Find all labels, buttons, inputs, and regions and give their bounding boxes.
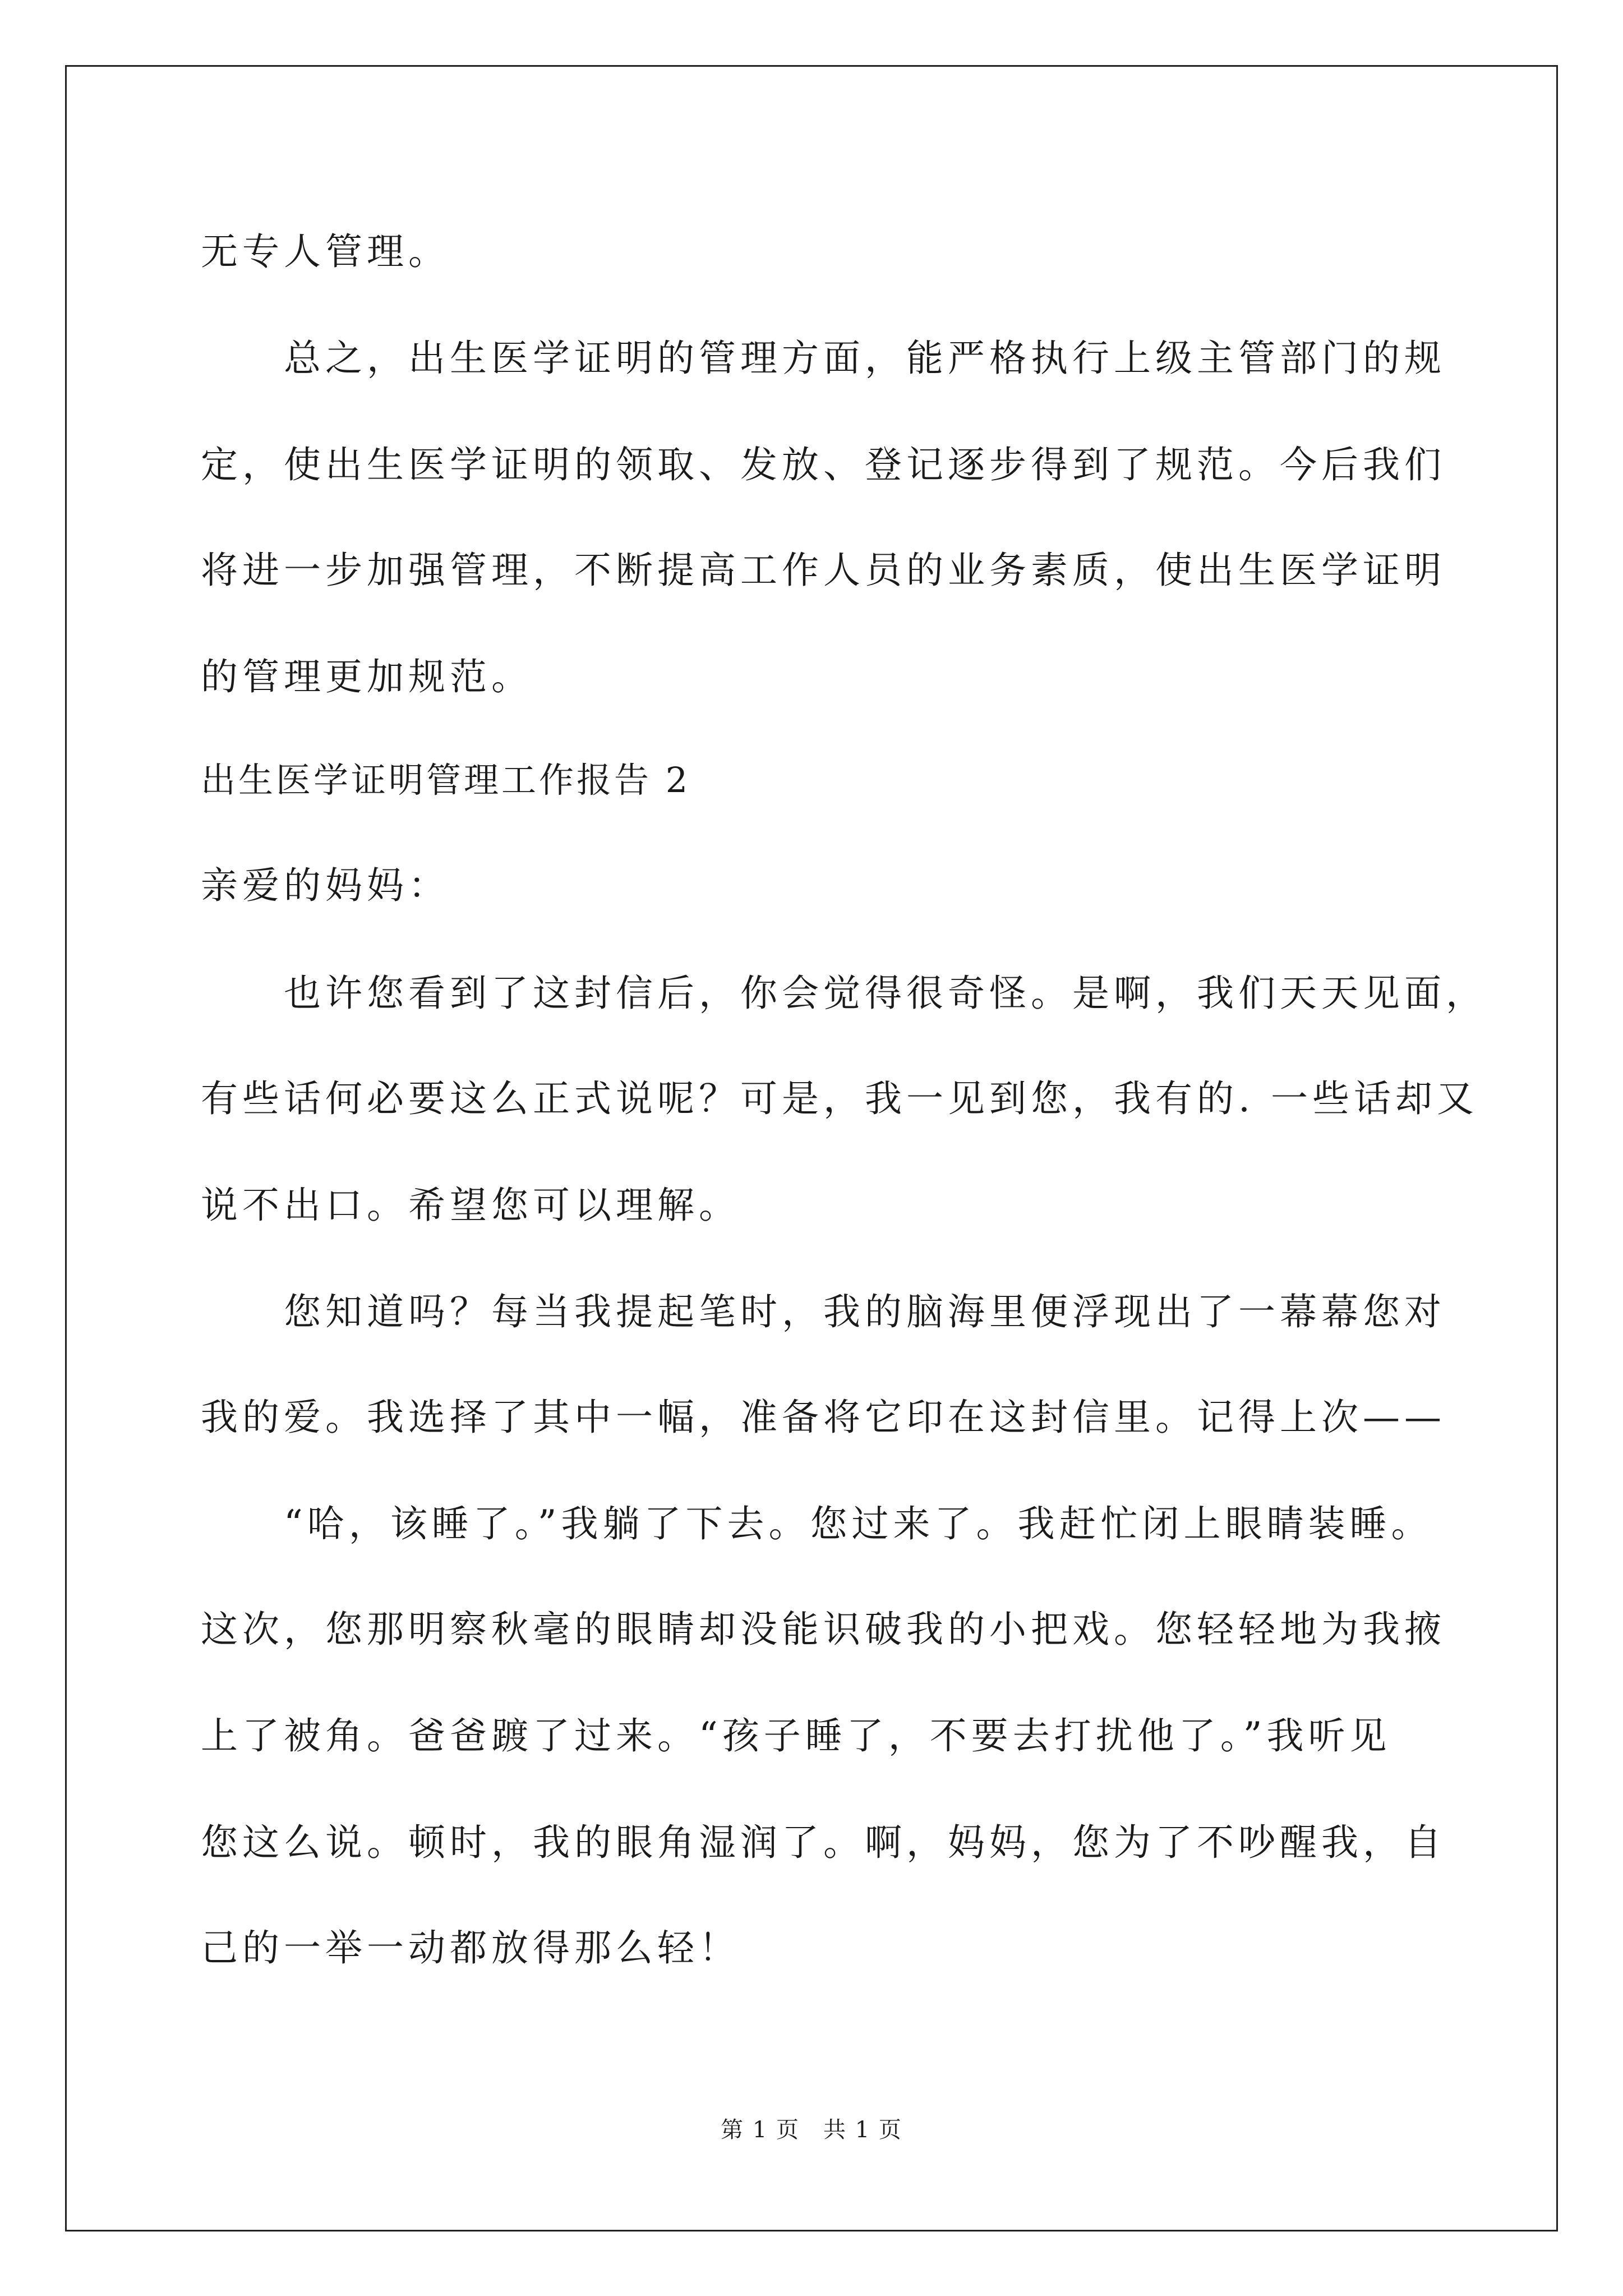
page-footer: 第 1 页 共 1 页 [721, 2117, 902, 2143]
body-line: 己的一举一动都放得那么轻！ [201, 1926, 740, 1970]
body-line: 将进一步加强管理，不断提高工作人员的业务素质，使出生医学证明 [201, 549, 1446, 592]
paragraph-line: 也许您看到了这封信后，你会觉得很奇怪。是啊，我们天天见面， [284, 972, 1487, 1015]
body-line: 上了被角。爸爸踱了过来。“孩子睡了，不要去打扰他了。”我听见 [201, 1714, 1391, 1757]
body-line: 定，使出生医学证明的领取、发放、登记逐步得到了规范。今后我们 [201, 443, 1446, 486]
paragraph-line: 总之，出生医学证明的管理方面，能严格执行上级主管部门的规 [284, 337, 1446, 380]
body-line: 说不出口。希望您可以理解。 [201, 1184, 740, 1227]
paragraph-line: “哈，该睡了。”我躺了下去。您过来了。我赶忙闭上眼睛装睡。 [284, 1502, 1433, 1545]
body-line: 您这么说。顿时，我的眼角湿润了。啊，妈妈，您为了不吵醒我，自 [201, 1821, 1446, 1864]
paragraph-line: 您知道吗？每当我提起笔时，我的脑海里便浮现出了一幕幕您对 [284, 1290, 1446, 1333]
page-border [65, 65, 1558, 2231]
body-line: 有些话何必要这么正式说呢？可是，我一见到您，我有的. 一些话却又 [201, 1077, 1478, 1120]
section-heading: 出生医学证明管理工作报告 2 [201, 760, 691, 800]
body-line: 这次，您那明察秋毫的眼睛却没能识破我的小把戏。您轻轻地为我掖 [201, 1608, 1446, 1651]
body-line: 我的爱。我选择了其中一幅，准备将它印在这封信里。记得上次—— [201, 1396, 1446, 1439]
body-line: 无专人管理。 [201, 230, 450, 273]
letter-salutation: 亲爱的妈妈： [201, 864, 450, 907]
body-line: 的管理更加规范。 [201, 655, 533, 698]
